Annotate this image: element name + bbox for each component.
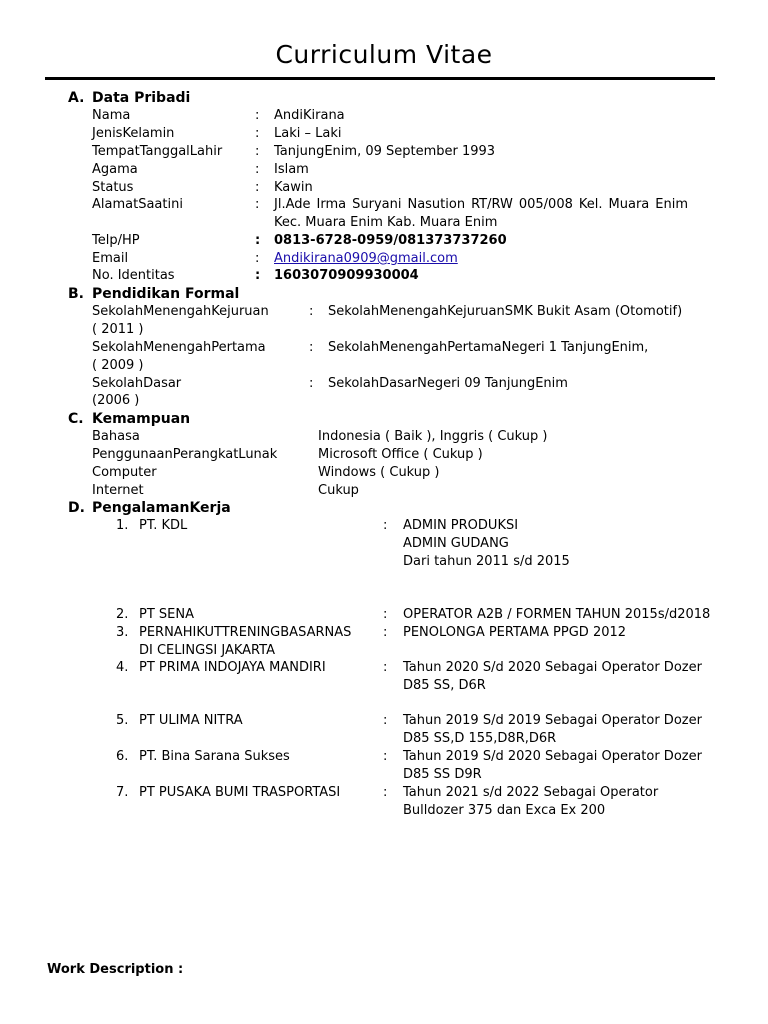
job-detail: PENOLONGA PERTAMA PPGD 2012 (403, 625, 627, 640)
value-no-identitas: 1603070909930004 (274, 268, 419, 283)
colon: : (383, 518, 388, 533)
section-c-letter: C. (68, 411, 84, 427)
label-status: Status (92, 180, 134, 195)
job-number: 1. (116, 518, 129, 533)
label-jenis-kelamin: JenisKelamin (92, 126, 175, 141)
label-smp: SekolahMenengahPertama (92, 340, 266, 355)
job-detail: Tahun 2021 s/d 2022 Sebagai Operator Bulldozer 375 dan Exca Ex 200 (403, 785, 659, 818)
year-sd: (2006 ) (92, 393, 140, 408)
value-nama: AndiKirana (274, 108, 345, 123)
colon: : (383, 713, 388, 728)
job-detail: Dari tahun 2011 s/d 2015 (403, 554, 570, 569)
value-jenis-kelamin: Laki – Laki (274, 126, 342, 141)
label-internet: Internet (92, 483, 144, 498)
job-number: 5. (116, 713, 129, 728)
value-internet: Cukup (318, 483, 359, 498)
value-bahasa: Indonesia ( Baik ), Inggris ( Cukup ) (318, 429, 548, 444)
colon: : (255, 233, 261, 248)
colon: : (309, 304, 314, 319)
job-number: 2. (116, 607, 129, 622)
section-d-letter: D. (68, 500, 85, 516)
colon: : (309, 340, 314, 355)
colon: : (255, 268, 261, 283)
job-detail: ADMIN PRODUKSI (403, 518, 519, 533)
label-computer: Computer (92, 465, 157, 480)
job-company: PT. KDL (139, 518, 188, 533)
job-number: 6. (116, 749, 129, 764)
value-alamat: Jl.Ade Irma Suryani Nasution RT/RW 005/008 Kel. Muara Enim Kec. Muara Enim Kab. Muara Enim (274, 197, 688, 230)
job-number: 3. (116, 625, 129, 640)
job-company: PERNAHIKUTTRENINGBASARNAS DI CELINGSI JAKARTA (139, 625, 352, 658)
value-telp: 0813-6728-0959/081373737260 (274, 233, 507, 248)
value-tempat-tanggal-lahir: TanjungEnim, 09 September 1993 (274, 144, 496, 159)
colon: : (255, 126, 260, 141)
job-detail: Tahun 2019 S/d 2020 Sebagai Operator Dozer D85 SS D9R (403, 749, 702, 782)
work-description-label: Work Description : (47, 962, 184, 977)
job-number: 4. (116, 660, 129, 675)
job-company: PT ULIMA NITRA (139, 713, 243, 728)
label-telp: Telp/HP (92, 233, 140, 248)
value-smk: SekolahMenengahKejuruanSMK Bukit Asam (Otomotif) (328, 304, 683, 319)
section-b-letter: B. (68, 286, 84, 302)
value-smp: SekolahMenengahPertamaNegeri 1 TanjungEnim, (328, 340, 649, 355)
year-smp: ( 2009 ) (92, 358, 144, 373)
colon: : (309, 376, 314, 391)
label-nama: Nama (92, 108, 131, 123)
year-smk: ( 2011 ) (92, 322, 144, 337)
section-a-heading: Data Pribadi (92, 90, 191, 106)
section-a-letter: A. (68, 90, 85, 106)
label-email: Email (92, 251, 129, 266)
colon: : (255, 162, 260, 177)
job-number: 7. (116, 785, 129, 800)
job-company: PT PUSAKA BUMI TRASPORTASI (139, 785, 341, 800)
colon: : (255, 251, 260, 266)
label-bahasa: Bahasa (92, 429, 140, 444)
label-agama: Agama (92, 162, 138, 177)
colon: : (255, 180, 260, 195)
colon: : (383, 607, 388, 622)
email-link[interactable]: Andikirana0909@gmail.com (274, 251, 458, 266)
job-detail: Tahun 2019 S/d 2019 Sebagai Operator Dozer D85 SS,D 155,D8R,D6R (403, 713, 702, 746)
label-tempat-tanggal-lahir: TempatTanggalLahir (92, 144, 223, 159)
colon: : (255, 144, 260, 159)
colon: : (383, 749, 388, 764)
job-company: PT PRIMA INDOJAYA MANDIRI (139, 660, 326, 675)
colon: : (255, 197, 260, 212)
section-d-heading: PengalamanKerja (92, 500, 231, 516)
job-company: PT. Bina Sarana Sukses (139, 749, 290, 764)
colon: : (383, 625, 388, 640)
label-sd: SekolahDasar (92, 376, 182, 391)
colon: : (383, 660, 388, 675)
label-no-identitas: No. Identitas (92, 268, 175, 283)
value-perangkat-lunak: Microsoft Office ( Cukup ) (318, 447, 483, 462)
job-company: PT SENA (139, 607, 194, 622)
job-detail: Tahun 2020 S/d 2020 Sebagai Operator Dozer D85 SS, D6R (403, 660, 702, 693)
value-status: Kawin (274, 180, 313, 195)
colon: : (383, 785, 388, 800)
value-sd: SekolahDasarNegeri 09 TanjungEnim (328, 376, 568, 391)
value-computer: Windows ( Cukup ) (318, 465, 440, 480)
colon: : (255, 108, 260, 123)
label-alamat: AlamatSaatini (92, 197, 183, 212)
label-smk: SekolahMenengahKejuruan (92, 304, 269, 319)
document-title: Curriculum Vitae (275, 40, 493, 69)
label-perangkat-lunak: PenggunaanPerangkatLunak (92, 447, 278, 462)
section-c-heading: Kemampuan (92, 411, 191, 427)
job-detail: OPERATOR A2B / FORMEN TAHUN 2015s/d2018 (403, 607, 711, 622)
section-b-heading: Pendidikan Formal (92, 286, 240, 302)
title-underline (45, 77, 715, 80)
value-agama: Islam (274, 162, 309, 177)
job-detail: ADMIN GUDANG (403, 536, 509, 551)
